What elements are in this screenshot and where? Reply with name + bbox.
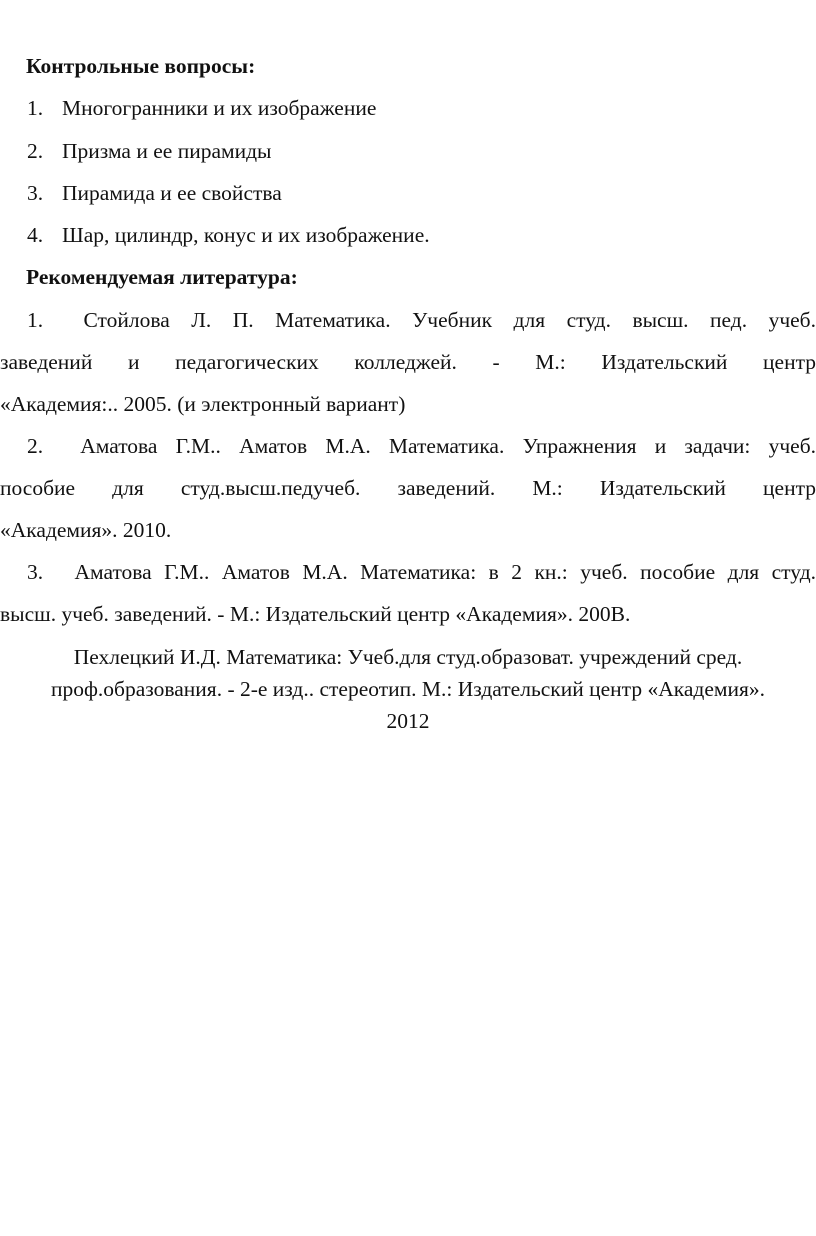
question-item xyxy=(27,181,282,206)
questions-heading: Контрольные вопросы: xyxy=(26,54,256,78)
question-number: 2. xyxy=(27,139,44,163)
question-item xyxy=(27,139,272,164)
reference-line: заведений и педагогических колледжей. - М.: Издательский центр xyxy=(0,350,816,374)
reference-extra-line: проф.образования. - 2-е изд.. стереотип. М.: Издательский центр «Академия». xyxy=(50,677,766,701)
reference-line: «Академия:.. 2005. (и электронный вариант) xyxy=(0,392,406,416)
question-number: 4. xyxy=(27,223,44,247)
reference-line: высш. учеб. заведений. - М.: Издательский центр «Академия». 200В. xyxy=(0,602,631,626)
question-item xyxy=(27,223,430,248)
reference-number: 1. xyxy=(27,308,44,332)
reference-first-line xyxy=(27,560,816,585)
question-number: 1. xyxy=(27,96,44,120)
reference-text: Стойлова Л. П. Математика. Учебник для студ. высш. пед. учеб. xyxy=(83,308,816,332)
reference-first-line xyxy=(27,434,816,459)
reference-extra-line: Пехлецкий И.Д. Математика: Учеб.для студ.образоват. учреждений сред. xyxy=(73,645,743,669)
question-text: Пирамида и ее свойства xyxy=(62,181,282,205)
reference-line: «Академия». 2010. xyxy=(0,518,172,542)
reference-text: Аматова Г.М.. Аматов М.А. Математика. Упражнения и задачи: учеб. xyxy=(80,434,816,458)
literature-heading: Рекомендуемая литература: xyxy=(26,265,298,289)
question-item xyxy=(27,96,376,121)
question-text: Многогранники и их изображение xyxy=(62,96,377,120)
question-text: Шар, цилиндр, конус и их изображение. xyxy=(62,223,430,247)
reference-first-line xyxy=(27,308,816,333)
reference-number: 3. xyxy=(27,560,44,584)
reference-text: Аматова Г.М.. Аматов М.А. Математика: в 2 кн.: учеб. пособие для студ. xyxy=(74,560,816,584)
reference-line: пособие для студ.высш.педучеб. заведений. М.: Издательский центр xyxy=(0,476,816,500)
question-number: 3. xyxy=(27,181,44,205)
question-text: Призма и ее пирамиды xyxy=(62,139,272,163)
reference-extra-year: 2012 xyxy=(386,709,430,733)
reference-number: 2. xyxy=(27,434,44,458)
